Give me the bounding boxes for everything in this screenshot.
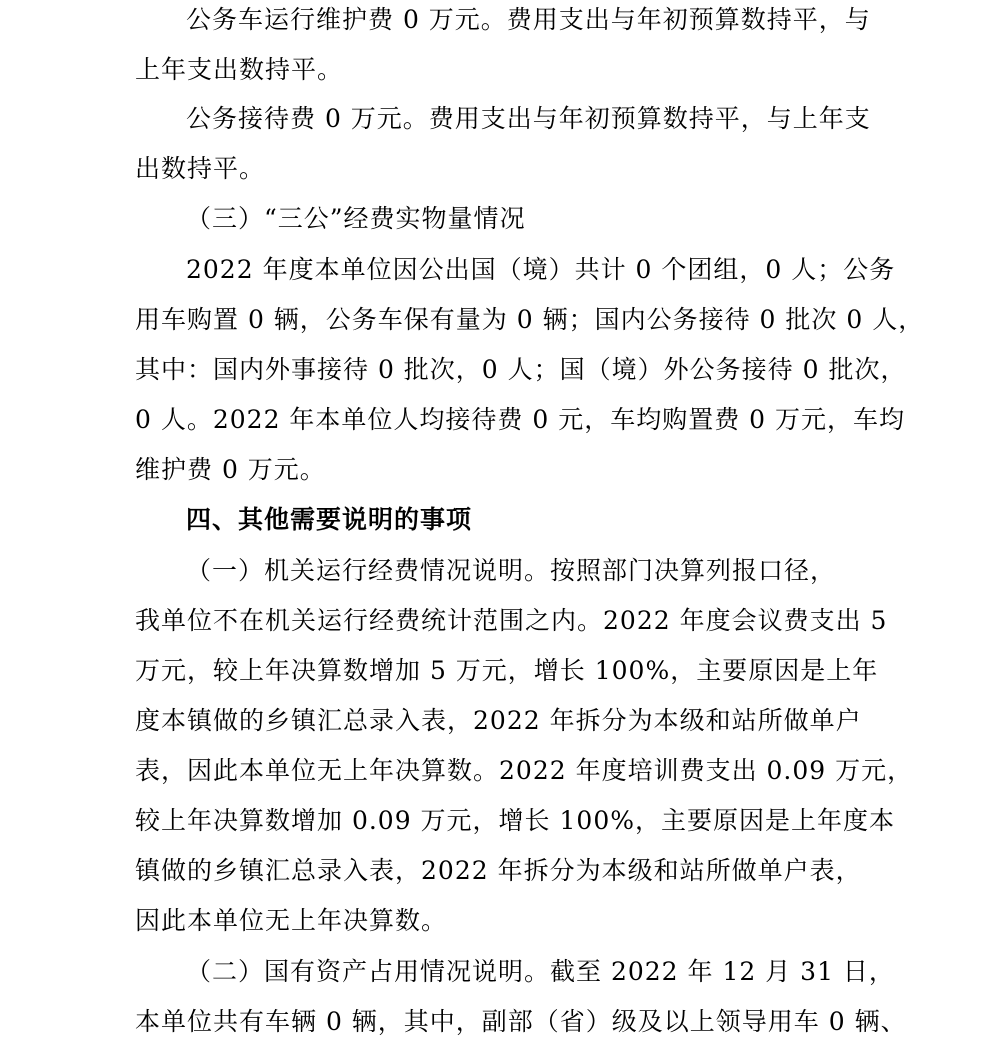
paragraph-line: 表，因此本单位无上年决算数。2022 年度培训费支出 0.09 万元，: [135, 756, 914, 785]
paragraph-line: 2022 年度本单位因公出国（境）共计 0 个团组，0 人；公务: [186, 255, 896, 284]
paragraph-line: 我单位不在机关运行经费统计范围之内。2022 年度会议费支出 5: [135, 606, 888, 635]
paragraph-line: 公务车运行维护费 0 万元。费用支出与年初预算数持平，与: [186, 5, 871, 34]
paragraph-line: 维护费 0 万元。: [135, 455, 326, 484]
paragraph-line: 其中：国内外事接待 0 批次，0 人；国（境）外公务接待 0 批次，: [135, 355, 907, 384]
paragraph-line: 用车购置 0 辆，公务车保有量为 0 辆；国内公务接待 0 批次 0 人，: [135, 305, 925, 334]
paragraph-line: 万元，较上年决算数增加 5 万元，增长 100%，主要原因是上年: [135, 656, 879, 685]
paragraph-line: 因此本单位无上年决算数。: [135, 906, 448, 935]
paragraph-line: 较上年决算数增加 0.09 万元，增长 100%，主要原因是上年度本: [135, 806, 895, 835]
paragraph-line: （一）机关运行经费情况说明。按照部门决算列报口径，: [186, 556, 837, 585]
paragraph-line: （二）国有资产占用情况说明。截至 2022 年 12 月 31 日，: [186, 957, 895, 986]
paragraph-line: 镇做的乡镇汇总录入表，2022 年拆分为本级和站所做单户表，: [135, 856, 862, 885]
paragraph-line: 出数持平。: [135, 154, 266, 183]
section-heading: （三）“三公”经费实物量情况: [186, 204, 526, 233]
paragraph-line: 0 人。2022 年本单位人均接待费 0 元，车均购置费 0 万元，车均: [135, 405, 906, 434]
paragraph-line: 度本镇做的乡镇汇总录入表，2022 年拆分为本级和站所做单户: [135, 706, 862, 735]
paragraph-line: 本单位共有车辆 0 辆，其中，副部（省）级及以上领导用车 0 辆、: [135, 1007, 907, 1036]
paragraph-line: 公务接待费 0 万元。费用支出与年初预算数持平，与上年支: [186, 104, 871, 133]
paragraph-line: 上年支出数持平。: [135, 55, 344, 84]
section-title: 四、其他需要说明的事项: [186, 505, 473, 534]
